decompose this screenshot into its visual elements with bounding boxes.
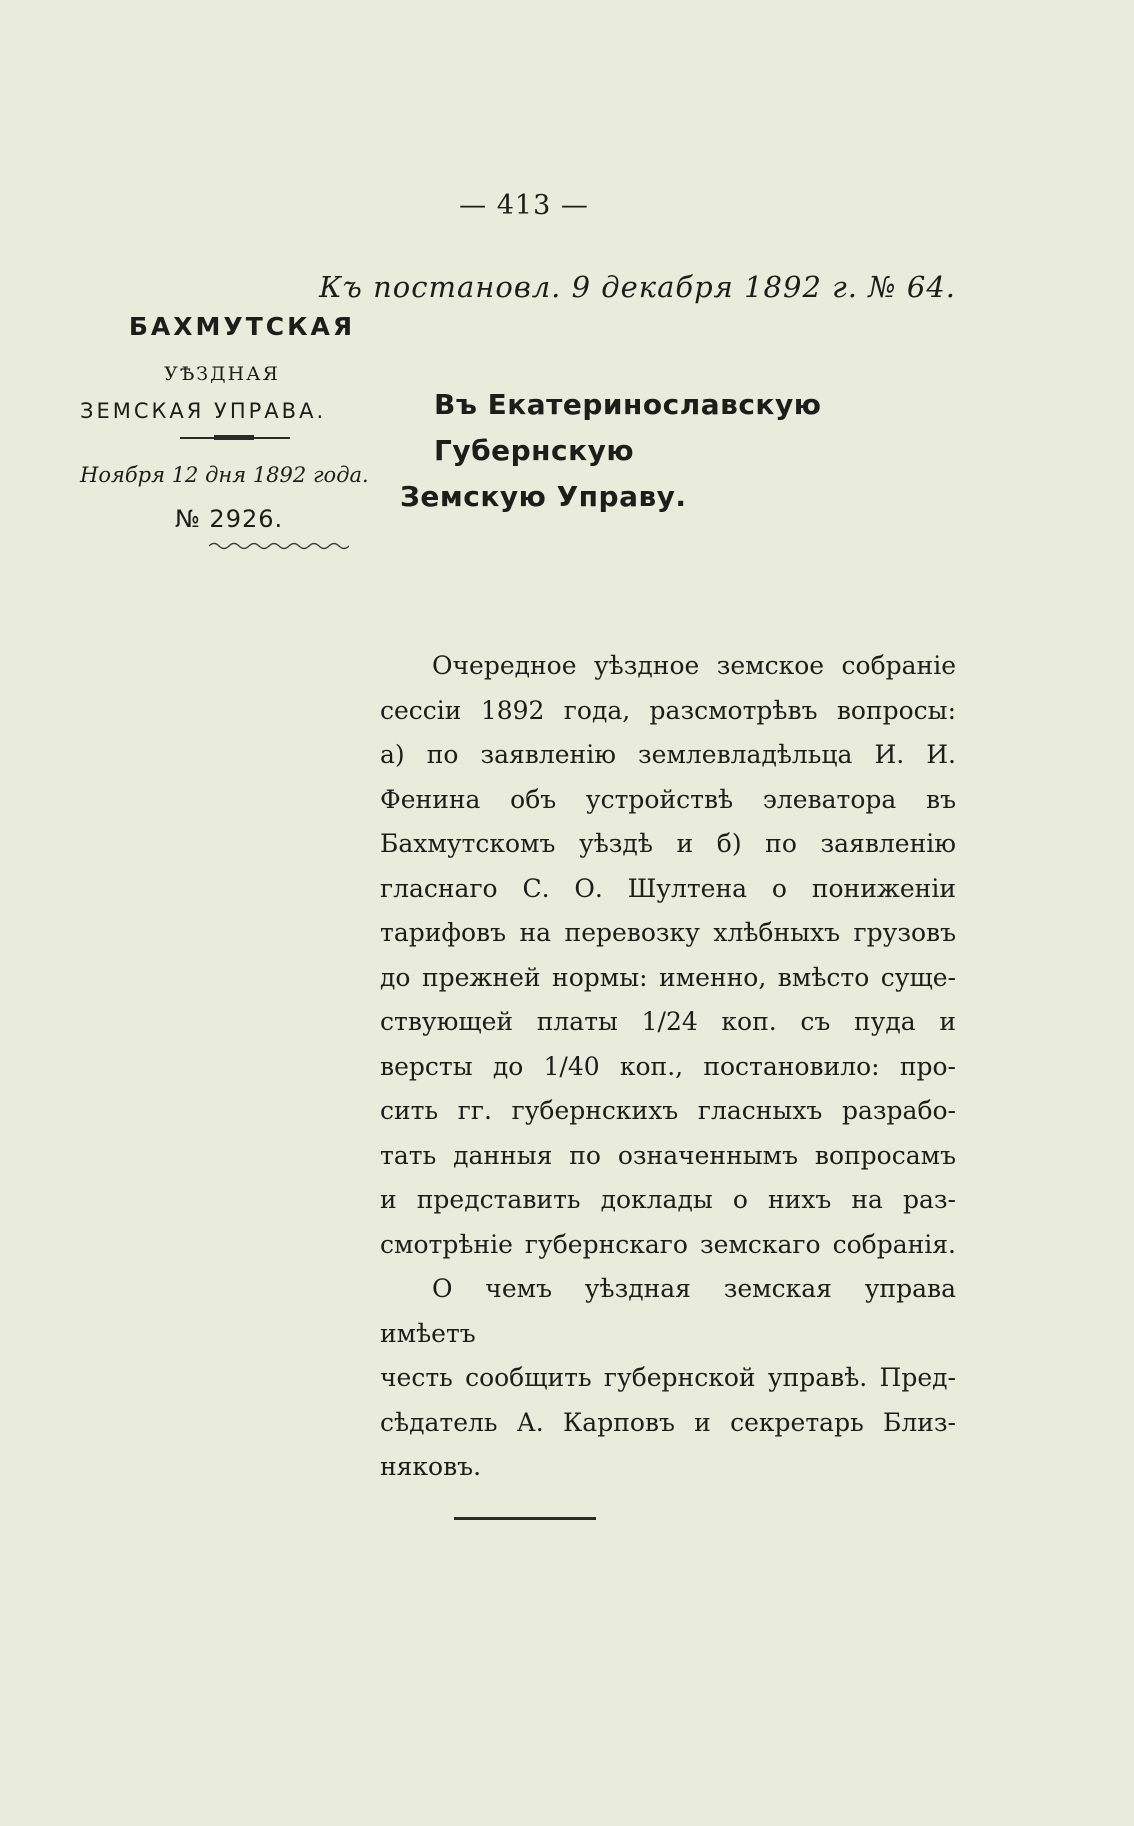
sender-block [80, 312, 390, 555]
body-line: и представить доклады о нихъ на раз- [380, 1185, 956, 1214]
body-line: ствующей платы 1/24 коп. съ пуда и [380, 1007, 956, 1036]
recipient-line-1: Въ Екатеринославскую Губернскую [434, 388, 822, 467]
body-line: Фенина объ устройствѣ элеватора въ [380, 784, 956, 814]
body-line: смотрѣніе губернскаго земскаго собранія. [380, 1229, 956, 1259]
wavy-ornament [209, 541, 349, 551]
body-line: сѣдатель А. Карповъ и секретарь Близ- [380, 1407, 956, 1437]
sender-org-name: БАХМУТСКАЯ [128, 312, 356, 341]
divider-rule [180, 437, 290, 439]
document-number: № 2926. [174, 505, 284, 533]
body-line: Очередное уѣздное земское собраніе [432, 651, 956, 680]
recipient-address [400, 382, 960, 520]
page-number: — 413 — [459, 190, 589, 221]
body-line: О чемъ уѣздная земская управа имѣетъ [380, 1274, 956, 1348]
letter-date: Ноября 12 дня 1892 года. [80, 463, 369, 487]
body-line: тарифовъ на перевозку хлѣбныхъ грузовъ [380, 918, 956, 947]
body-line: Бахмутскомъ уѣздѣ и б) по заявленію [380, 829, 956, 858]
body-line: сить гг. губернскихъ гласныхъ разрабо- [380, 1096, 956, 1125]
sender-org-sub: ЗЕМСКАЯ УПРАВА. [80, 399, 327, 423]
letter-body [380, 644, 956, 1490]
body-line: тать данныя по означеннымъ вопросамъ [380, 1140, 956, 1170]
paragraph-2 [380, 1267, 956, 1490]
body-line: сессіи 1892 года, разсмотрѣвъ вопросы: [380, 695, 956, 725]
body-line: до прежней нормы: именно, вмѣсто суще- [380, 962, 956, 992]
recipient-line-2: Земскую Управу. [400, 480, 687, 513]
body-line: а) по заявленію землевладѣльца И. И. [380, 740, 956, 769]
body-line: гласнаго С. О. Шултена о пониженіи [380, 873, 956, 903]
resolution-reference: Къ постановл. 9 декабря 1892 г. № 64. [319, 270, 956, 304]
body-line: честь сообщить губернской управѣ. Пред- [380, 1363, 956, 1392]
end-rule [454, 1517, 596, 1520]
body-line: версты до 1/40 коп., постановило: про- [380, 1051, 956, 1081]
paragraph-1 [380, 644, 956, 1267]
sender-org-type: УѢЗДНАЯ [164, 363, 280, 385]
body-line: няковъ. [380, 1452, 482, 1481]
